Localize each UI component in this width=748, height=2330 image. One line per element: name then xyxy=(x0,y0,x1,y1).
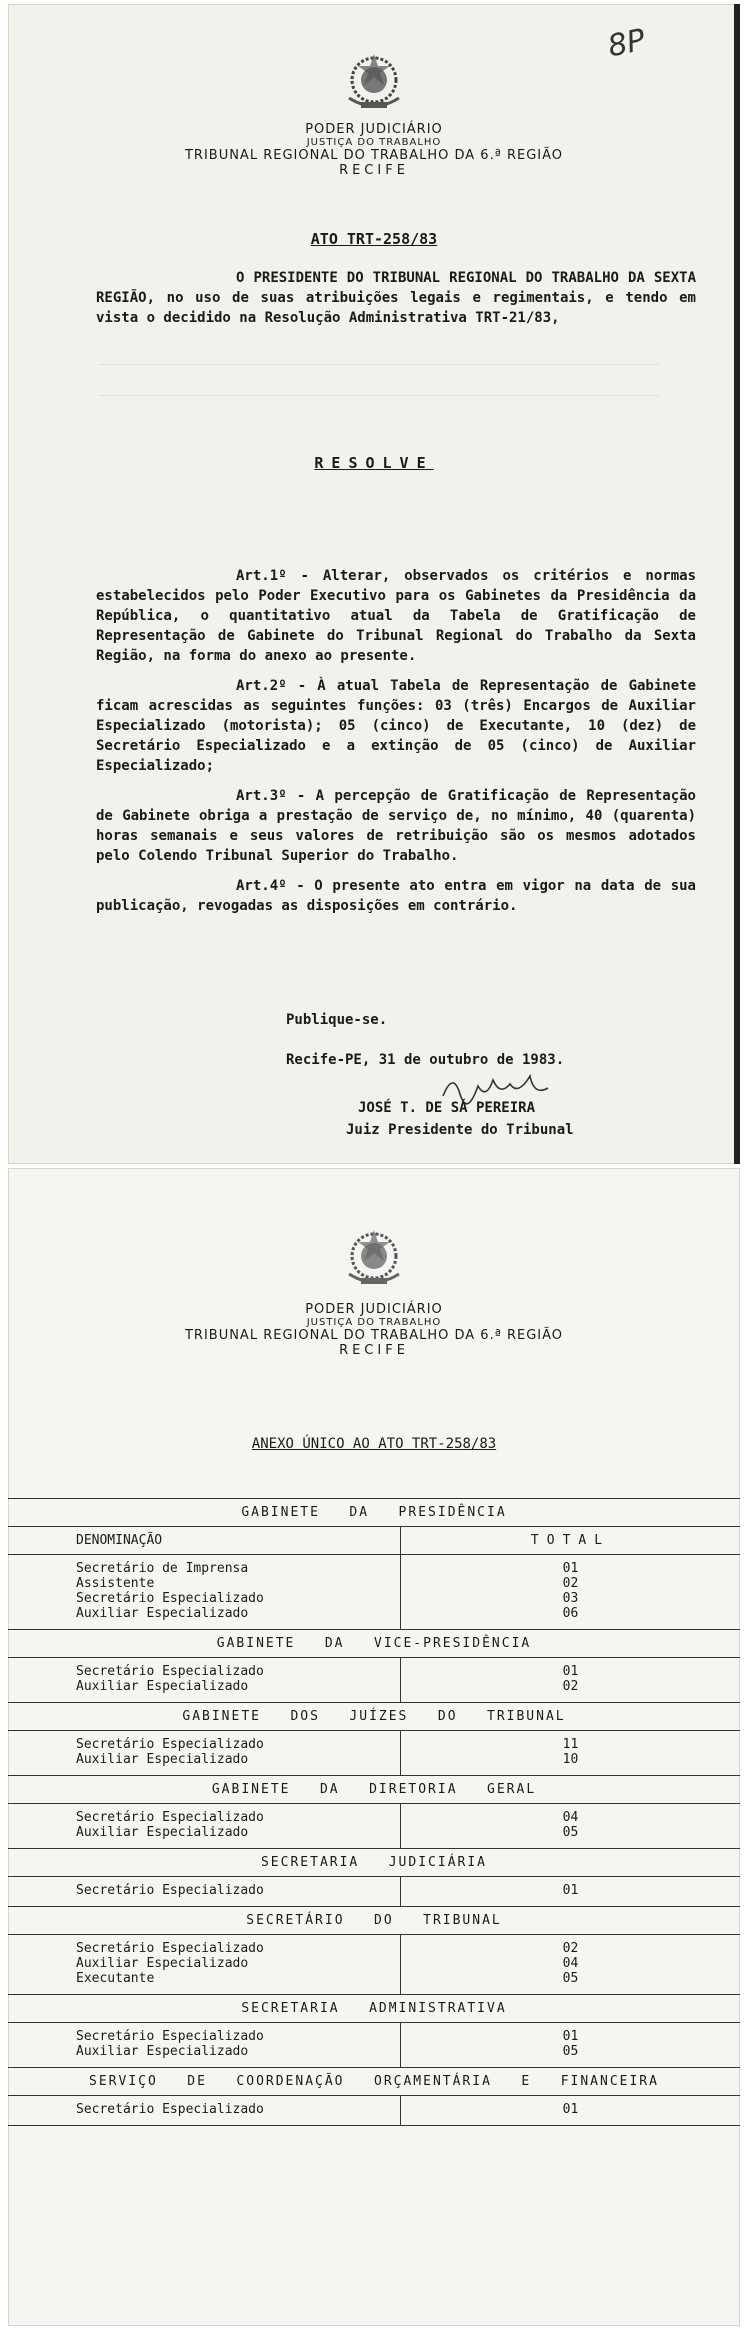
anexo-title-text: ANEXO ÚNICO AO ATO TRT-258/83 xyxy=(251,1436,497,1452)
row-denominacao: Secretário Especializado xyxy=(76,1810,264,1825)
section-names xyxy=(8,1935,400,1994)
row-total: 02 xyxy=(562,1679,579,1694)
letterhead-line-4: RECIFE xyxy=(339,163,409,178)
column-header-total: TOTAL xyxy=(400,1527,740,1554)
article-3: Art.3º - A percepção de Gratificação de Representação de Gabinete obriga a prestação de serviço de, no mínimo, 40 (quarenta) horas semanais e seus valores de retribuição são os mesmos adotados pelo Colendo Tribunal Superior do Trabalho. xyxy=(96,788,696,864)
publique-se: Publique-se. xyxy=(286,1012,388,1028)
table-section xyxy=(8,1702,740,1775)
section-names xyxy=(8,1877,400,1906)
row-total: 01 xyxy=(562,1664,579,1679)
preamble: O PRESIDENTE DO TRIBUNAL REGIONAL DO TRABALHO DA SEXTA REGIÃO, no uso de suas atribuições legais e regimentais, e tendo em vista o decidido na Resolução Administrativa TRT-21/83, xyxy=(96,270,696,326)
section-totals xyxy=(400,2023,740,2067)
row-total: 10 xyxy=(562,1752,579,1767)
article-1: Art.1º - Alterar, observados os critérios e normas estabelecidos pelo Poder Executivo para os Gabinetes da Presidência da República, o quantitativo atual da Tabela de Gratificação de Representação de Gabinete do Tribunal Regional do Trabalho da Sexta Região, na forma do anexo ao presente. xyxy=(96,568,696,664)
coat-of-arms-icon xyxy=(339,48,409,118)
row-denominacao: Auxiliar Especializado xyxy=(76,2044,249,2059)
section-title: SERVIÇO DE COORDENAÇÃO ORÇAMENTÁRIA E FINANCEIRA xyxy=(8,2068,740,2096)
section-totals xyxy=(400,1731,740,1775)
row-total: 11 xyxy=(562,1737,579,1752)
date-line: Recife-PE, 31 de outubro de 1983. xyxy=(286,1052,565,1068)
section-title: SECRETÁRIO DO TRIBUNAL xyxy=(8,1907,740,1935)
row-denominacao: Auxiliar Especializado xyxy=(76,1752,249,1767)
row-total: 01 xyxy=(562,2029,579,2044)
row-total: 01 xyxy=(562,2102,579,2117)
signer-name: JOSÉ T. DE SÁ PEREIRA xyxy=(358,1100,536,1116)
row-denominacao: Auxiliar Especializado xyxy=(76,1956,249,1971)
section-totals xyxy=(400,1935,740,1994)
letterhead xyxy=(8,1302,740,1358)
letterhead-line-2: JUSTIÇA DO TRABALHO xyxy=(306,1317,442,1328)
section-title: SECRETARIA JUDICIÁRIA xyxy=(8,1849,740,1877)
letterhead-line-3: TRIBUNAL REGIONAL DO TRABALHO DA 6.ª REGIÃO xyxy=(184,1328,564,1343)
row-total: 02 xyxy=(562,1941,579,1956)
preamble-block xyxy=(96,268,696,338)
column-header-row xyxy=(8,1527,740,1555)
row-denominacao: Secretário Especializado xyxy=(76,2029,264,2044)
row-total: 02 xyxy=(562,1576,579,1591)
article-4: Art.4º - O presente ato entra em vigor na data de sua publicação, revogadas as disposições em contrário. xyxy=(96,878,696,914)
section-title: SECRETARIA ADMINISTRATIVA xyxy=(8,1995,740,2023)
section-totals xyxy=(400,2096,740,2125)
signer-title: Juiz Presidente do Tribunal xyxy=(346,1122,574,1138)
letterhead-line-2: JUSTIÇA DO TRABALHO xyxy=(306,137,442,148)
row-denominacao: Secretário Especializado xyxy=(76,1737,264,1752)
section-totals xyxy=(400,1804,740,1848)
section-title: GABINETE DA VICE-PRESIDÊNCIA xyxy=(8,1630,740,1658)
letterhead-line-3: TRIBUNAL REGIONAL DO TRABALHO DA 6.ª REGIÃO xyxy=(184,148,564,163)
article-2: Art.2º - À atual Tabela de Representação de Gabinete ficam acrescidas as seguintes funções: 03 (três) Encargos de Auxiliar Especializado (motorista); 05 (cinco) de Executante, 10 (dez) de Secretário Especializado e a extinção de 05 (cinco) de Auxiliar Especializado; xyxy=(96,678,696,774)
section-title: GABINETE DA DIRETORIA GERAL xyxy=(8,1776,740,1804)
document-page-2 xyxy=(8,1168,740,2326)
row-denominacao: Secretário Especializado xyxy=(76,1664,264,1679)
row-denominacao: Auxiliar Especializado xyxy=(76,1679,249,1694)
table-section xyxy=(8,1498,740,1629)
row-denominacao: Auxiliar Especializado xyxy=(76,1606,249,1621)
table-section xyxy=(8,1848,740,1906)
document-page-1 xyxy=(8,4,740,1164)
anexo-table xyxy=(8,1498,740,2126)
anexo-title xyxy=(8,1436,740,1452)
row-denominacao: Secretário Especializado xyxy=(76,1591,264,1606)
section-names xyxy=(8,1804,400,1848)
row-total: 05 xyxy=(562,2044,579,2059)
row-total: 04 xyxy=(562,1956,579,1971)
coat-of-arms-icon xyxy=(339,1224,409,1294)
section-totals xyxy=(400,1877,740,1906)
section-names xyxy=(8,1658,400,1702)
section-totals xyxy=(400,1555,740,1629)
handwritten-note: 8P xyxy=(604,22,649,65)
resolve-heading: RESOLVE xyxy=(314,454,434,472)
articles-block xyxy=(96,566,696,926)
table-bottom-rule xyxy=(8,2125,740,2126)
row-total: 04 xyxy=(562,1810,579,1825)
letterhead-line-1: PODER JUDICIÁRIO xyxy=(305,1302,443,1317)
section-names xyxy=(8,1555,400,1629)
row-denominacao: Auxiliar Especializado xyxy=(76,1825,249,1840)
row-total: 01 xyxy=(562,1883,579,1898)
column-header-denominacao: DENOMINAÇÃO xyxy=(76,1533,163,1548)
letterhead-line-4: RECIFE xyxy=(339,1343,409,1358)
section-names xyxy=(8,2096,400,2125)
row-total: 03 xyxy=(562,1591,579,1606)
row-total: 06 xyxy=(562,1606,579,1621)
section-title: GABINETE DA PRESIDÊNCIA xyxy=(8,1499,740,1527)
letterhead xyxy=(8,122,740,178)
row-denominacao: Secretário Especializado xyxy=(76,1883,264,1898)
row-denominacao: Secretário Especializado xyxy=(76,1941,264,1956)
letterhead-line-1: PODER JUDICIÁRIO xyxy=(305,122,443,137)
row-total: 05 xyxy=(562,1971,579,1986)
bleed-through xyxy=(98,364,658,436)
row-denominacao: Assistente xyxy=(76,1576,155,1591)
section-title: GABINETE DOS JUÍZES DO TRIBUNAL xyxy=(8,1703,740,1731)
ato-title: ATO TRT-258/83 xyxy=(310,230,438,248)
page-edge-shadow xyxy=(734,4,740,1164)
section-totals xyxy=(400,1658,740,1702)
table-section xyxy=(8,1994,740,2067)
section-names xyxy=(8,1731,400,1775)
row-denominacao: Secretário de Imprensa xyxy=(76,1561,249,1576)
table-section xyxy=(8,1906,740,1994)
table-section xyxy=(8,1629,740,1702)
row-total: 01 xyxy=(562,1561,579,1576)
table-section xyxy=(8,2067,740,2125)
row-total: 05 xyxy=(562,1825,579,1840)
row-denominacao: Secretário Especializado xyxy=(76,2102,264,2117)
row-denominacao: Executante xyxy=(76,1971,155,1986)
table-section xyxy=(8,1775,740,1848)
section-names xyxy=(8,2023,400,2067)
